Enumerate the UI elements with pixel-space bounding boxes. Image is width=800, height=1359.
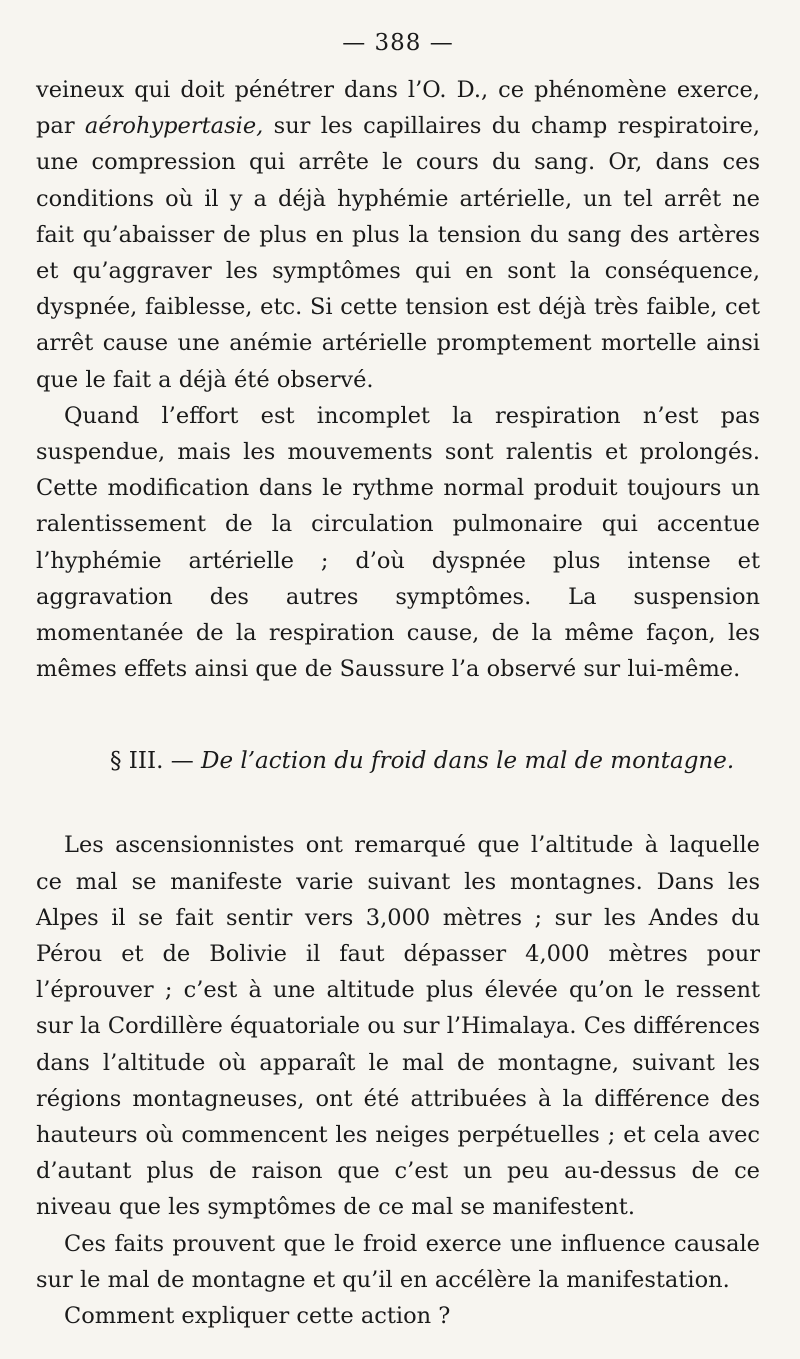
paragraph-4: Ces faits prouvent que le froid exerce une influence causale sur le mal de montagne et qu’il en accélère la manifestation.: [36, 1230, 760, 1293]
paragraph-5: Comment expliquer cette action ?: [64, 1303, 451, 1330]
paragraph-1-text-end: sur les capillaires du champ respiratoire, une compression qui arrête le cours du sang. Or, dans ces conditions où il y a déjà hyphémie artérielle, un tel arrêt ne fait qu’abaisser de plus en plus la tension du sang des artères et qu’aggraver les symptômes qui en sont la conséquence, dyspnée, faiblesse, etc. Si cette tension est déjà très faible, cet arrêt cause une anémie artérielle promptement mortelle ainsi que le fait a déjà été observé.: [36, 113, 760, 393]
page-number: — 388 —: [342, 30, 454, 56]
paragraph-3: Les ascensionnistes ont remarqué que l’altitude à laquelle ce mal se manifeste varie suivant les montagnes. Dans les Alpes il se fait sentir vers 3,000 mètres ; sur les Andes du Pérou et de Bolivie il faut dépasser 4,000 mètres pour l’éprouver ; c’est à une altitude plus élevée qu’on le ressent sur la Cordillère équatoriale ou sur l’Himalaya. Ces différences dans l’altitude où apparaît le mal de montagne, suivant les régions montagneuses, ont été attribuées à la différence des hauteurs où commencent les neiges perpétuelles ; et cela avec d’autant plus de raison que c’est un peu au-dessus de ce niveau que les symptômes de ce mal se manifestent.: [36, 832, 760, 1221]
section-title: De l’action du froid dans le mal de montagne.: [201, 748, 735, 775]
paragraph-2: Quand l’effort est incomplet la respiration n’est pas suspendue, mais les mouvements sont ralentis et prolongés. Cette modification dans le rythme normal produit toujours un ralentissement de la circulation pulmonaire qui accentue l’hyphémie artérielle ; d’où dyspnée plus intense et aggravation des autres symptômes. La suspension momentanée de la respiration cause, de la même façon, les mêmes effets ainsi que de Saussure l’a observé sur lui-même.: [36, 402, 760, 683]
term-aerohypertasie: aérohypertasie,: [84, 113, 264, 140]
paragraph-1: [36, 72, 760, 398]
section-heading: [36, 743, 760, 779]
paragraph-1-text-start: veineux qui doit pénétrer dans l’O. D., ce phénomène exerce, par: [36, 77, 760, 140]
section-number: § III. —: [110, 748, 194, 775]
